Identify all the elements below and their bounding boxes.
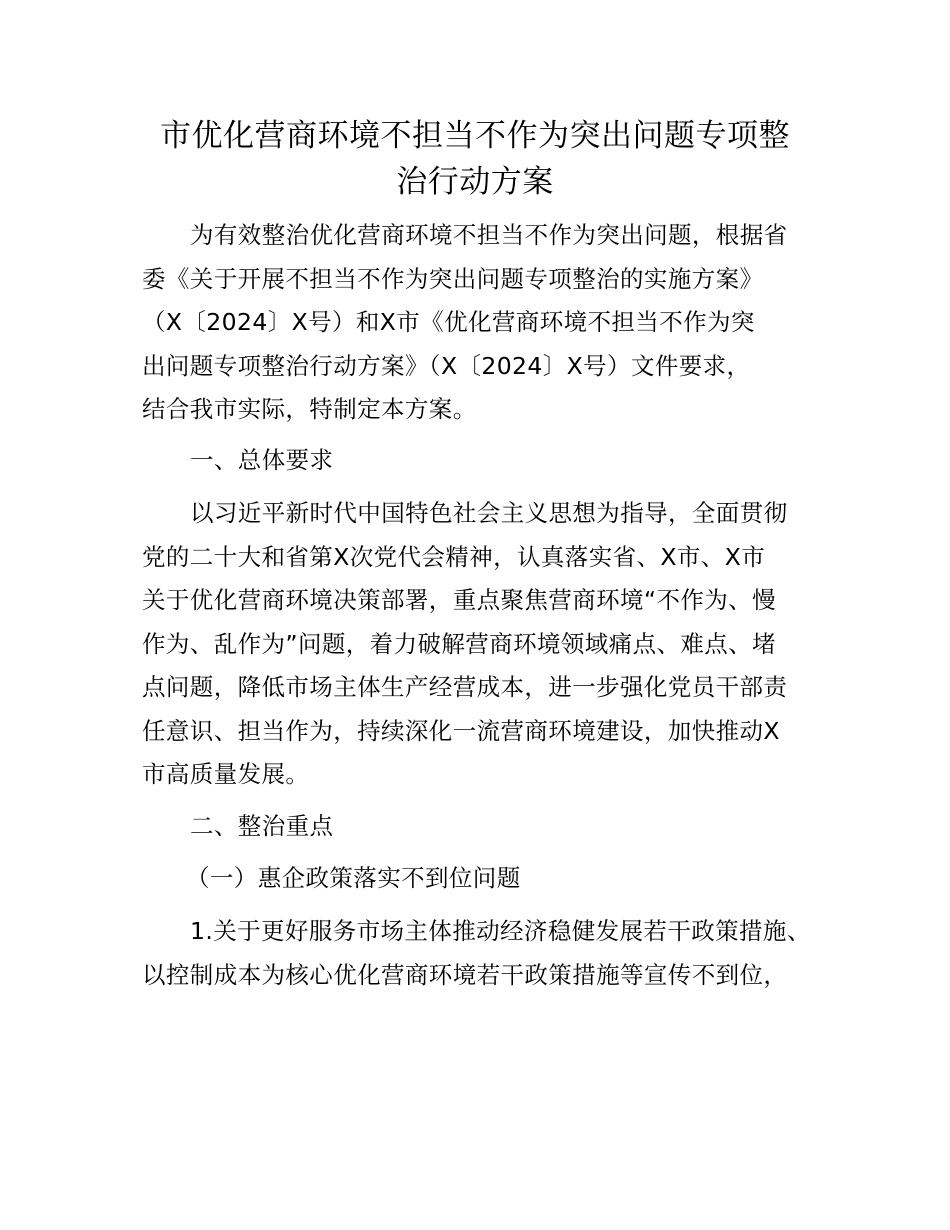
paragraph-line: 以控制成本为核心优化营商环境若干政策措施等宣传不到位， [142,960,788,989]
section-heading-general-requirements: 一、总体要求 [190,446,334,474]
paragraph-line: 关于优化营商环境决策部署，重点聚焦营商环境“不作为、慢 [142,586,776,614]
paragraph-line: （X〔2024〕X号）和X市《优化营商环境不担当不作为突 [142,308,755,336]
intro-paragraph [142,214,832,432]
title-line: 治行动方案 [396,164,554,200]
paragraph-line: 作为、乱作为”问题，着力破解营商环境领域痛点、难点、堵 [142,629,776,658]
title-line: 市优化营商环境不担当不作为突出问题专项整 [160,118,790,154]
item-1-paragraph [142,910,832,997]
paragraph-line: 结合我市实际，特制定本方案。 [142,395,477,423]
paragraph-line: 点问题，降低市场主体生产经营成本，进一步强化党员干部责 [142,673,788,701]
document-title [140,113,810,205]
paragraph-line: 市高质量发展。 [142,760,310,788]
subsection-heading-policy-implementation: （一）惠企政策落实不到位问题 [186,864,521,892]
paragraph-line: 委《关于开展不担当不作为突出问题专项整治的实施方案》 [142,264,764,293]
paragraph-line: 以习近平新时代中国特色社会主义思想为指导，全面贯彻 [190,499,788,527]
general-requirements-paragraph [142,492,832,797]
paragraph-line: 任意识、担当作为，持续深化一流营商环境建设，加快推动X [142,716,780,745]
paragraph-line: 党的二十大和省第X次党代会精神，认真落实省、X市、X市 [142,542,766,571]
paragraph-line: 为有效整治优化营商环境不担当不作为突出问题，根据省 [190,221,788,249]
paragraph-line: 1.关于更好服务市场主体推动经济稳健发展若干政策措施、 [190,917,811,945]
paragraph-line: 出问题专项整治行动方案》（X〔2024〕X号）文件要求， [142,351,751,380]
section-heading-rectification-focus: 二、整治重点 [190,812,334,840]
